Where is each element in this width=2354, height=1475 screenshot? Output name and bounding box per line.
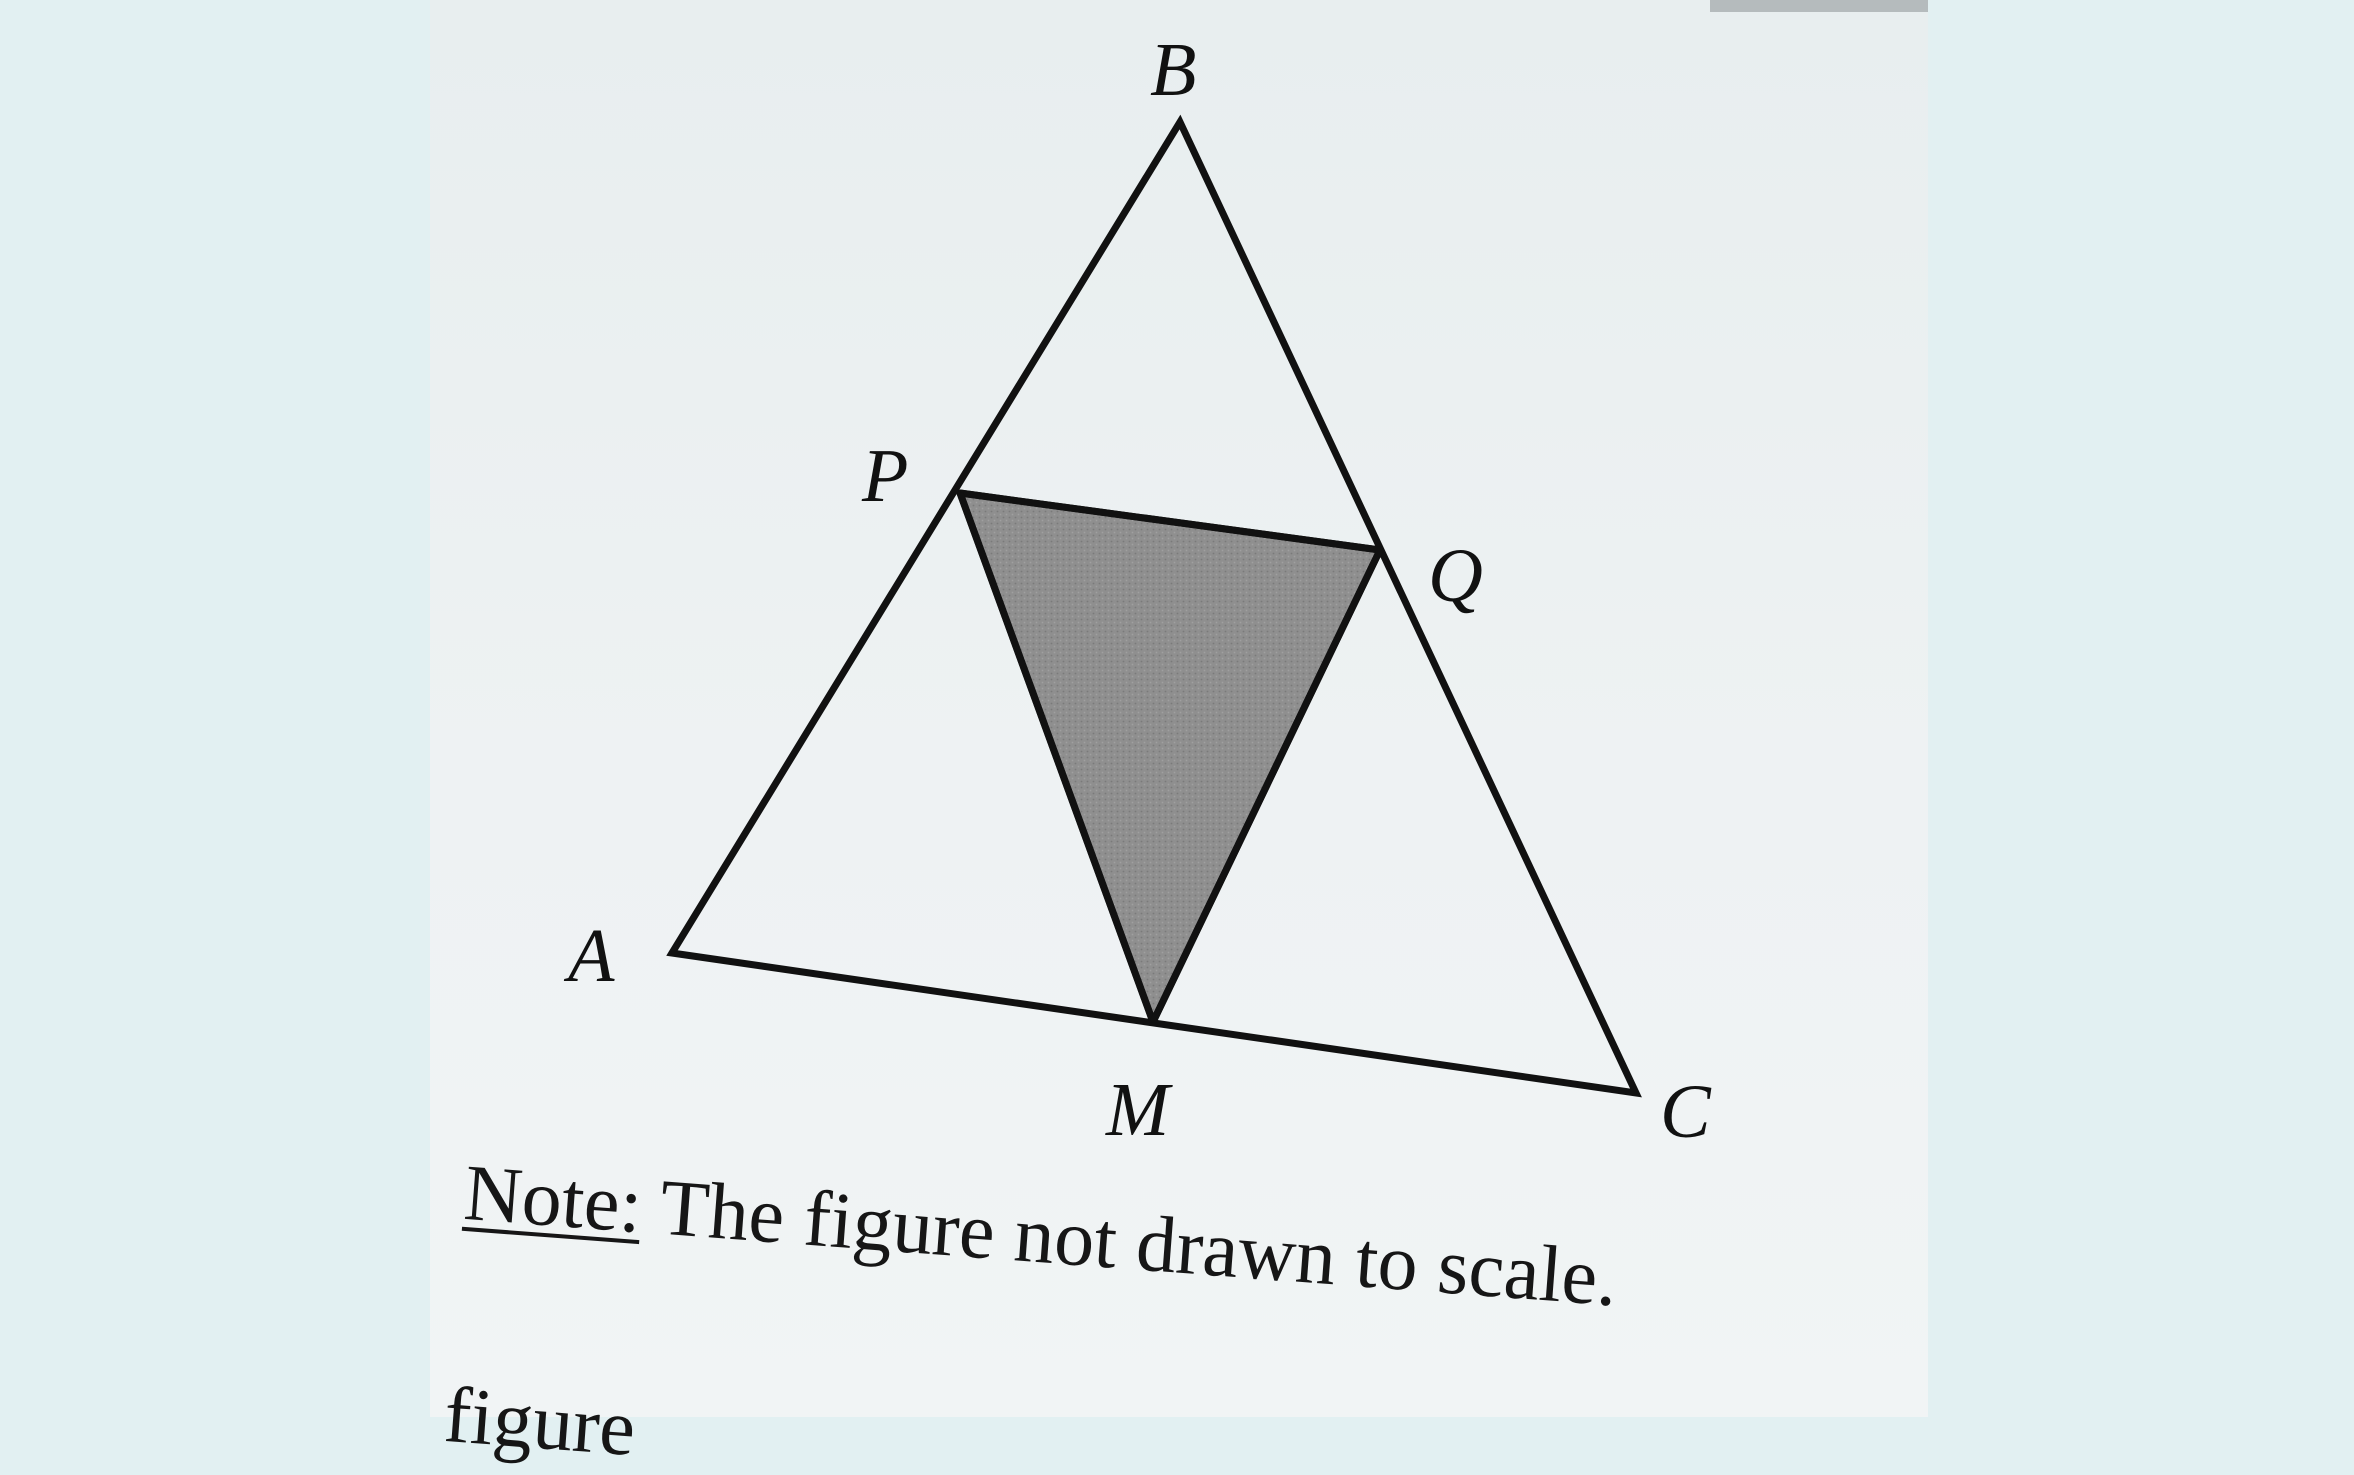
- vertex-label-q: Q: [1428, 534, 1483, 618]
- vertex-label-c: C: [1660, 1070, 1711, 1154]
- shaded-triangle-pqm: [960, 493, 1380, 1022]
- cut-off-text: figure: [441, 1370, 639, 1474]
- vertex-label-a: A: [568, 914, 615, 998]
- vertex-label-b: B: [1150, 28, 1197, 112]
- vertex-label-m: M: [1106, 1068, 1170, 1152]
- note-label: Note:: [461, 1148, 646, 1251]
- note-text: The figure not drawn to scale.: [638, 1162, 1621, 1324]
- vertex-label-p: P: [862, 434, 909, 518]
